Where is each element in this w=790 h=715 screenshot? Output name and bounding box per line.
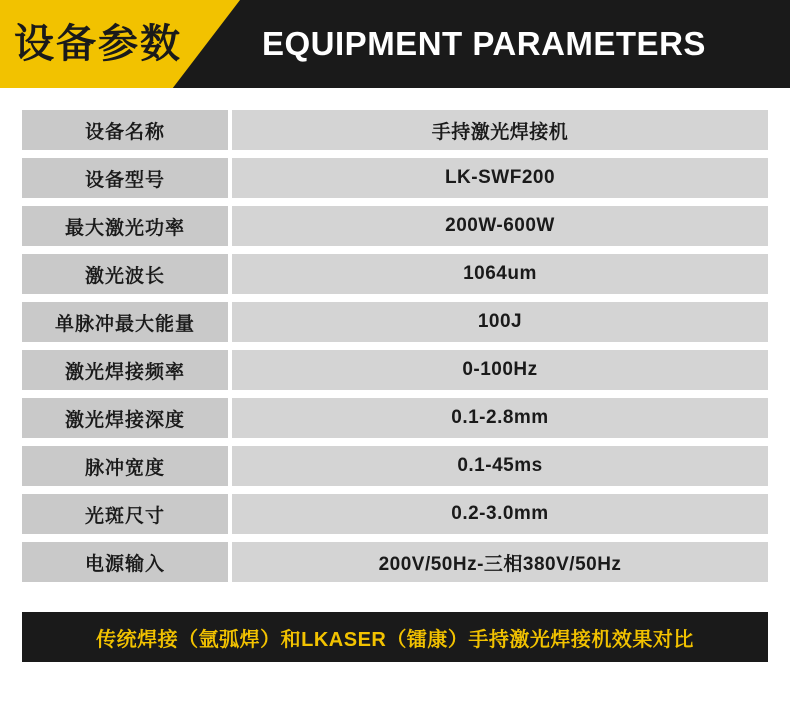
header-title-en: EQUIPMENT PARAMETERS bbox=[262, 25, 706, 62]
table-row bbox=[22, 350, 768, 390]
parameter-value: 200W-600W bbox=[232, 206, 768, 246]
parameter-value: 200V/50Hz-三相380V/50Hz bbox=[232, 542, 768, 582]
table-row bbox=[22, 398, 768, 438]
parameter-label: 激光波长 bbox=[22, 254, 228, 294]
table-row bbox=[22, 542, 768, 582]
header-title-cn: 设备参数 bbox=[14, 22, 182, 66]
table-row bbox=[22, 110, 768, 150]
table-row bbox=[22, 254, 768, 294]
parameter-label: 最大激光功率 bbox=[22, 206, 228, 246]
parameter-value: LK-SWF200 bbox=[232, 158, 768, 198]
parameter-label: 光斑尺寸 bbox=[22, 494, 228, 534]
parameter-label: 激光焊接深度 bbox=[22, 398, 228, 438]
parameter-value: 0-100Hz bbox=[232, 350, 768, 390]
parameter-value: 手持激光焊接机 bbox=[232, 110, 768, 150]
table-row bbox=[22, 446, 768, 486]
parameter-value: 0.1-45ms bbox=[232, 446, 768, 486]
parameter-label: 激光焊接频率 bbox=[22, 350, 228, 390]
parameter-label: 设备名称 bbox=[22, 110, 228, 150]
table-row bbox=[22, 302, 768, 342]
parameter-value: 1064um bbox=[232, 254, 768, 294]
parameter-label: 单脉冲最大能量 bbox=[22, 302, 228, 342]
caption-bar bbox=[22, 612, 768, 662]
table-row bbox=[22, 494, 768, 534]
parameter-value: 0.2-3.0mm bbox=[232, 494, 768, 534]
parameters-table bbox=[22, 110, 768, 582]
parameter-value: 0.1-2.8mm bbox=[232, 398, 768, 438]
caption-text: 传统焊接（氩弧焊）和LKASER（镭康）手持激光焊接机效果对比 bbox=[96, 628, 694, 651]
header-banner bbox=[0, 0, 790, 88]
table-row bbox=[22, 158, 768, 198]
table-row bbox=[22, 206, 768, 246]
parameter-label: 电源输入 bbox=[22, 542, 228, 582]
parameter-label: 设备型号 bbox=[22, 158, 228, 198]
parameter-label: 脉冲宽度 bbox=[22, 446, 228, 486]
parameter-value: 100J bbox=[232, 302, 768, 342]
